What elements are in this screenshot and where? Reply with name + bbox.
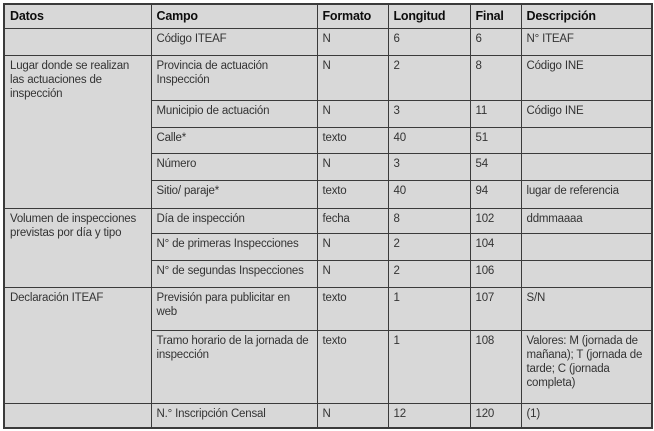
cell-longitud: 1 (388, 287, 470, 330)
cell-campo: N° de primeras Inspecciones (151, 233, 317, 260)
cell-longitud: 2 (388, 260, 470, 287)
cell-final: 6 (470, 28, 521, 55)
cell-formato: texto (317, 330, 388, 403)
column-header-longitud: Longitud (388, 4, 470, 28)
cell-campo: Previsión para publicitar en web (151, 287, 317, 330)
cell-final: 120 (470, 403, 521, 428)
cell-final: 104 (470, 233, 521, 260)
table-row (4, 403, 652, 428)
cell-longitud: 2 (388, 55, 470, 100)
field-spec-table (3, 3, 653, 429)
column-header-datos: Datos (4, 4, 151, 28)
table-row (4, 28, 652, 55)
cell-campo: Tramo horario de la jornada de inspección (151, 330, 317, 403)
datos-group-cell (4, 403, 151, 428)
datos-group-cell (4, 28, 151, 55)
cell-formato: N (317, 403, 388, 428)
cell-campo: N.° Inscripción Censal (151, 403, 317, 428)
cell-formato: N (317, 55, 388, 100)
cell-final: 102 (470, 208, 521, 233)
cell-final: 108 (470, 330, 521, 403)
cell-descripcion: Valores: M (jornada de mañana); T (jornada de tarde; C (jornada completa) (521, 330, 652, 403)
cell-longitud: 40 (388, 180, 470, 208)
cell-formato: texto (317, 127, 388, 153)
cell-longitud: 40 (388, 127, 470, 153)
cell-descripcion: N° ITEAF (521, 28, 652, 55)
column-header-final: Final (470, 4, 521, 28)
cell-formato: N (317, 100, 388, 127)
column-header-campo: Campo (151, 4, 317, 28)
cell-formato: texto (317, 180, 388, 208)
cell-formato: texto (317, 287, 388, 330)
table-row (4, 208, 652, 233)
cell-descripcion: ddmmaaaa (521, 208, 652, 233)
cell-formato: N (317, 153, 388, 180)
cell-formato: fecha (317, 208, 388, 233)
cell-formato: N (317, 260, 388, 287)
datos-group-cell: Lugar donde se realizan las actuaciones de inspección (4, 55, 151, 208)
cell-formato: N (317, 28, 388, 55)
cell-descripcion (521, 233, 652, 260)
cell-final: 107 (470, 287, 521, 330)
cell-campo: Día de inspección (151, 208, 317, 233)
cell-campo: N° de segundas Inspecciones (151, 260, 317, 287)
column-header-formato: Formato (317, 4, 388, 28)
cell-final: 11 (470, 100, 521, 127)
cell-longitud: 2 (388, 233, 470, 260)
cell-descripcion: Código INE (521, 100, 652, 127)
cell-longitud: 1 (388, 330, 470, 403)
table-row (4, 287, 652, 330)
cell-descripcion (521, 153, 652, 180)
cell-final: 94 (470, 180, 521, 208)
column-header-descripcion: Descripción (521, 4, 652, 28)
cell-campo: Número (151, 153, 317, 180)
cell-final: 8 (470, 55, 521, 100)
cell-longitud: 3 (388, 100, 470, 127)
cell-final: 54 (470, 153, 521, 180)
cell-campo: Sitio/ paraje* (151, 180, 317, 208)
cell-longitud: 3 (388, 153, 470, 180)
cell-descripcion: (1) (521, 403, 652, 428)
cell-final: 106 (470, 260, 521, 287)
cell-descripcion (521, 127, 652, 153)
cell-descripcion (521, 260, 652, 287)
cell-descripcion: Código INE (521, 55, 652, 100)
datos-group-cell: Volumen de inspecciones previstas por día y tipo (4, 208, 151, 287)
cell-longitud: 6 (388, 28, 470, 55)
cell-final: 51 (470, 127, 521, 153)
cell-formato: N (317, 233, 388, 260)
cell-longitud: 12 (388, 403, 470, 428)
header-row (4, 4, 652, 28)
cell-campo: Calle* (151, 127, 317, 153)
cell-campo: Código ITEAF (151, 28, 317, 55)
cell-longitud: 8 (388, 208, 470, 233)
cell-campo: Provincia de actuación Inspección (151, 55, 317, 100)
table-row (4, 55, 652, 100)
datos-group-cell: Declaración ITEAF (4, 287, 151, 403)
cell-campo: Municipio de actuación (151, 100, 317, 127)
cell-descripcion: lugar de referencia (521, 180, 652, 208)
cell-descripcion: S/N (521, 287, 652, 330)
